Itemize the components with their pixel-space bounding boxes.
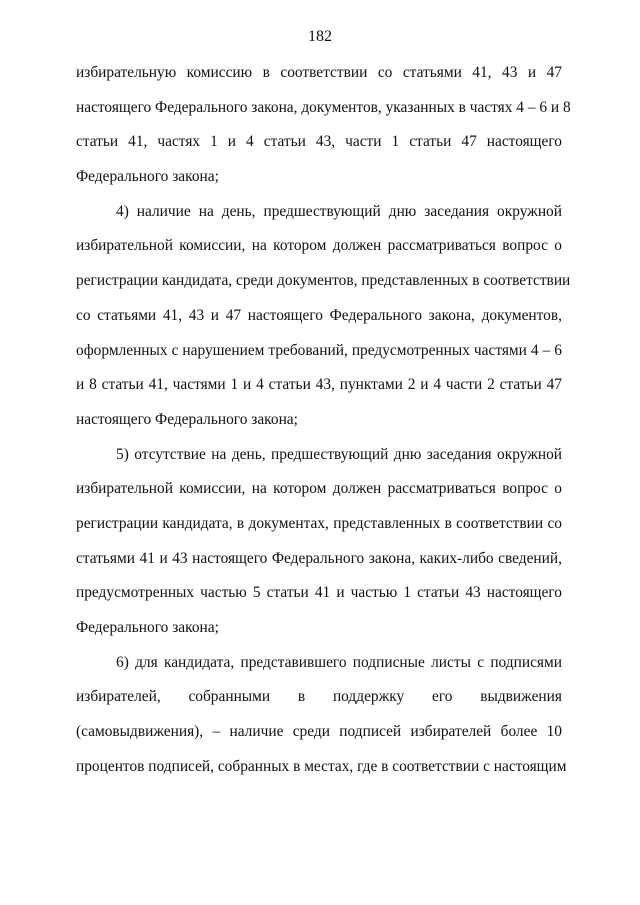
text-line: статьями 41 и 43 настоящего Федерального закона, каких-либо сведений, (76, 549, 562, 567)
text-line: настоящего Федерального закона, документов, указанных в частях 4 – 6 и 8 (76, 98, 571, 116)
document-body (76, 62, 571, 790)
text-line: предусмотренных частью 5 статьи 41 и частью 1 статьи 43 настоящего (76, 584, 562, 602)
text-line: регистрации кандидата, среди документов, представленных в соответствии (76, 272, 571, 290)
text-line: избирательной комиссии, на котором должен рассматриваться вопрос о (76, 480, 562, 498)
paragraph-first-line: 6) для кандидата, представившего подписные листы с подписями (116, 653, 562, 671)
text-line: и 8 статьи 41, частями 1 и 4 статьи 43, пунктами 2 и 4 части 2 статьи 47 (76, 376, 562, 394)
text-line: Федерального закона; (76, 619, 219, 636)
text-line: избирателей, собранными в поддержку его выдвижения (76, 688, 562, 706)
text-line: избирательной комиссии, на котором должен рассматриваться вопрос о (76, 237, 562, 255)
paragraph-first-line: 4) наличие на день, предшествующий дню заседания окружной (116, 202, 562, 220)
text-line: регистрации кандидата, в документах, представленных в соответствии со (76, 514, 562, 532)
text-line: Федерального закона; (76, 168, 219, 186)
paragraph-first-line: 5) отсутствие на день, предшествующий дню заседания окружной (116, 445, 562, 463)
text-line: оформленных с нарушением требований, предусмотренных частями 4 – 6 (76, 341, 562, 359)
page-number: 182 (308, 28, 332, 45)
text-line: процентов подписей, собранных в местах, где в соответствии с настоящим (76, 757, 567, 775)
text-line: (самовыдвижения), – наличие среди подписей избирателей более 10 (76, 723, 562, 741)
text-line: со статьями 41, 43 и 47 настоящего Федерального закона, документов, (76, 306, 562, 324)
text-line: настоящего Федерального закона; (76, 410, 298, 428)
text-line: избирательную комиссию в соответствии со статьями 41, 43 и 47 (76, 64, 562, 81)
text-line: статьи 41, частях 1 и 4 статьи 43, части 1 статьи 47 настоящего (76, 133, 562, 151)
